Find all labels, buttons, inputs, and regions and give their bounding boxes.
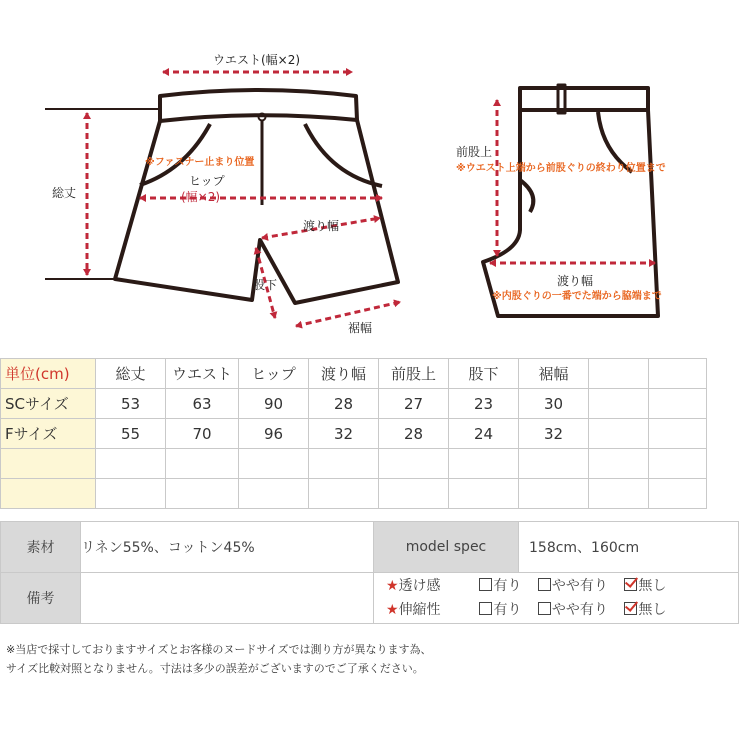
spec-section	[0, 521, 738, 624]
size-table	[0, 358, 707, 509]
option-label: やや有り	[551, 602, 608, 618]
hip-label: ヒップ	[189, 174, 225, 188]
table-cell: 28	[379, 419, 449, 449]
size-name: Fサイズ	[1, 419, 96, 449]
hip-sublabel: (幅×2)	[181, 190, 221, 204]
table-cell	[649, 449, 707, 479]
table-cell	[589, 419, 649, 449]
footnote-line-2: サイズ比較対照となりません。寸法は多少の誤差がございますのでご了承ください。	[6, 662, 424, 675]
side-thigh-label: 渡り幅	[557, 274, 594, 288]
table-row	[1, 449, 707, 479]
checkbox-icon	[479, 602, 492, 615]
attribute-sheerness	[374, 574, 738, 598]
attribute-name: 伸縮性	[398, 602, 441, 618]
notes-row	[1, 573, 739, 624]
header-hip: ヒップ	[239, 359, 309, 389]
table-cell: 70	[166, 419, 239, 449]
model-spec-label: model spec	[374, 522, 519, 573]
size-name: SCサイズ	[1, 389, 96, 419]
table-cell	[309, 479, 379, 509]
header-empty	[649, 359, 707, 389]
table-cell	[309, 449, 379, 479]
table-cell: 28	[309, 389, 379, 419]
attribute-stretch	[374, 598, 738, 622]
option-none	[624, 598, 666, 622]
header-waist: ウエスト	[166, 359, 239, 389]
table-cell	[449, 449, 519, 479]
star-icon: ★	[386, 602, 399, 618]
header-inseam: 股下	[449, 359, 519, 389]
table-cell	[589, 479, 649, 509]
size-table-header	[1, 359, 707, 389]
checked-checkbox-icon	[624, 578, 637, 591]
spec-table	[0, 521, 739, 624]
table-cell: 53	[96, 389, 166, 419]
table-cell: 90	[239, 389, 309, 419]
size-name	[1, 449, 96, 479]
material-label: 素材	[1, 522, 81, 573]
unit-header: 単位(cm)	[1, 359, 96, 389]
table-cell: 32	[519, 419, 589, 449]
checkbox-icon	[538, 602, 551, 615]
attribute-name: 透け感	[398, 578, 441, 594]
table-cell	[96, 479, 166, 509]
table-row	[1, 419, 707, 449]
material-value: リネン55%、コットン45%	[81, 522, 374, 573]
table-cell	[589, 449, 649, 479]
header-front-rise: 前股上	[379, 359, 449, 389]
option-label: 無し	[638, 602, 667, 618]
table-cell	[519, 479, 589, 509]
total-length-label: 総丈	[52, 186, 77, 200]
header-hem: 裾幅	[519, 359, 589, 389]
table-cell	[239, 479, 309, 509]
material-row	[1, 522, 739, 573]
table-cell	[166, 449, 239, 479]
option-slightly	[538, 574, 608, 598]
model-spec-value: 158cm、160cm	[519, 522, 739, 573]
checkbox-icon	[479, 578, 492, 591]
table-cell	[589, 389, 649, 419]
table-cell: 30	[519, 389, 589, 419]
table-cell	[166, 479, 239, 509]
option-label: やや有り	[551, 578, 608, 594]
header-thigh: 渡り幅	[309, 359, 379, 389]
notes-value	[81, 573, 374, 624]
table-cell	[519, 449, 589, 479]
table-cell: 55	[96, 419, 166, 449]
front-rise-note: ※ウエスト上端から前股ぐりの終わり位置まで	[456, 163, 666, 174]
thigh-label: 渡り幅	[303, 219, 340, 233]
option-none	[624, 574, 666, 598]
notes-label: 備考	[1, 573, 81, 624]
table-cell	[379, 449, 449, 479]
hem-label: 裾幅	[348, 321, 373, 335]
measurement-diagram	[0, 0, 740, 345]
table-cell: 63	[166, 389, 239, 419]
star-icon: ★	[386, 578, 399, 594]
table-row	[1, 479, 707, 509]
table-cell	[649, 479, 707, 509]
option-label: 有り	[493, 602, 522, 618]
footnote	[6, 640, 431, 678]
footnote-line-1: ※当店で採寸しておりますサイズとお客様のヌードサイズでは測り方が異なります為、	[6, 643, 432, 656]
table-cell	[379, 479, 449, 509]
option-yes	[479, 598, 521, 622]
zipper-note: ※ファスナー止まり位置	[145, 157, 255, 168]
table-row	[1, 389, 707, 419]
table-cell: 32	[309, 419, 379, 449]
table-cell: 27	[379, 389, 449, 419]
table-cell	[96, 449, 166, 479]
checkbox-icon	[538, 578, 551, 591]
option-yes	[479, 574, 521, 598]
side-thigh-note: ※内股ぐりの一番でた端から脇端まで	[492, 291, 662, 302]
attributes-cell	[374, 573, 739, 624]
size-name	[1, 479, 96, 509]
table-cell: 96	[239, 419, 309, 449]
option-label: 有り	[493, 578, 522, 594]
table-cell	[449, 479, 519, 509]
waist-label: ウエスト(幅×2)	[213, 53, 301, 67]
header-empty	[589, 359, 649, 389]
table-cell	[239, 449, 309, 479]
option-label: 無し	[638, 578, 667, 594]
inseam-label: 股下	[253, 278, 278, 292]
front-rise-label: 前股上	[456, 145, 493, 159]
table-cell: 23	[449, 389, 519, 419]
option-slightly	[538, 598, 608, 622]
checked-checkbox-icon	[624, 602, 637, 615]
header-total-length: 総丈	[96, 359, 166, 389]
table-cell	[649, 419, 707, 449]
table-cell	[649, 389, 707, 419]
table-cell: 24	[449, 419, 519, 449]
